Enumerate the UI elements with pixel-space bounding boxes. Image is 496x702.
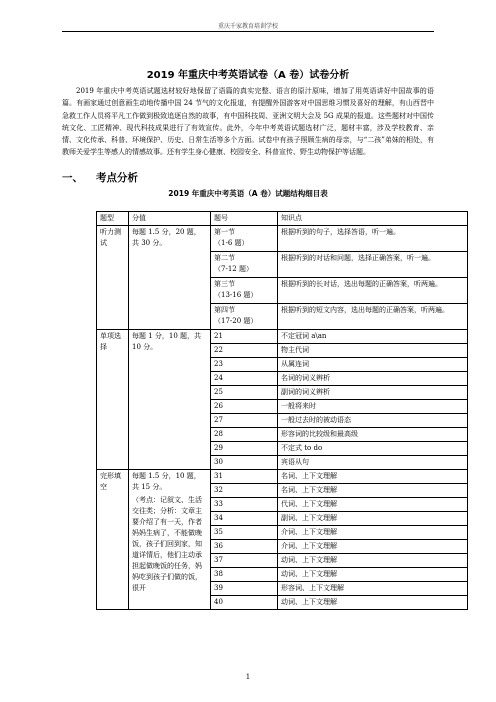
question-number: 30 — [211, 456, 278, 470]
question-number: 33 — [211, 498, 278, 512]
question-number: 36 — [211, 540, 278, 554]
section-range: （17-20 题） — [214, 317, 258, 325]
header-points: 知识点 — [278, 212, 468, 226]
knowledge-point: 物主代词 — [278, 344, 468, 358]
question-number: 24 — [211, 372, 278, 386]
question-number: 22 — [211, 344, 278, 358]
section-heading — [62, 170, 138, 185]
section-range: （13-16 题） — [214, 291, 258, 299]
knowledge-point: 动词、上下文理解 — [278, 568, 468, 582]
section-no: 第二节 — [214, 254, 235, 262]
knowledge-point: 根据听到的长对话，选出每题的正确答案，听两遍。 — [278, 278, 468, 304]
table-row — [97, 330, 468, 344]
knowledge-point: 根据听到的短文内容，选出每题的正确答案，听两遍。 — [278, 304, 468, 330]
listening-section — [211, 252, 278, 278]
cloze-analysis-note: （考点：记叙文、生活交往类；分析：文章主要介绍了有一天，作者妈妈生病了，不能做晚饭，孩子们回到家，知道详情后，他们主动承担起做晚饭的任务，妈妈吃到孩子们做的饭，很开 — [132, 496, 202, 592]
cloze-score — [129, 470, 211, 610]
knowledge-point: 动词、上下文理解 — [278, 554, 468, 568]
knowledge-point: 从属连词 — [278, 358, 468, 372]
header-items: 题号 — [211, 212, 278, 226]
listening-section — [211, 226, 278, 252]
knowledge-point: 不定冠词 a\an — [278, 330, 468, 344]
choice-type: 单项选择 — [97, 330, 129, 470]
structure-table — [96, 211, 468, 610]
cloze-score-text: 每题 1.5 分，10 题，共 15 分。 — [132, 472, 201, 491]
question-number: 31 — [211, 470, 278, 484]
knowledge-point: 介词、上下文理解 — [278, 540, 468, 554]
knowledge-point: 代词、上下文理解 — [278, 498, 468, 512]
question-number: 29 — [211, 442, 278, 456]
header-rule — [62, 31, 434, 32]
header-score: 分值 — [129, 212, 211, 226]
question-number: 26 — [211, 400, 278, 414]
knowledge-point: 介词、上下文理解 — [278, 526, 468, 540]
knowledge-point: 动词、上下文理解 — [278, 596, 468, 610]
table-row — [97, 226, 468, 252]
knowledge-point: 副词、上下文理解 — [278, 512, 468, 526]
listening-section — [211, 304, 278, 330]
question-number: 21 — [211, 330, 278, 344]
knowledge-point: 一般过去时的被动语态 — [278, 414, 468, 428]
intro-text: 2019 年重庆中考英语试题选材较好地保留了语篇的真实完整、语言的原汁原味，增加了用英语讲好中国故事的语篇。有画家通过创意画生动地传播中国 24 节气的文化报道，有提醒外国游客对中国思维习惯及喜好的理解，有山西晋中急救工作人员将平凡工作做到极致追逐自然的故事，有中国科技周、亚洲文明大会及 5G 成果的报道。这些题材对中国传统文化、工匠精神、现代科技成果进行了有效宣传。此外，今年中考英语试题选材广泛，题材丰富，涉及学校教育、亲情、文化传承、科普、环境保护、历史、日常生活等多个方面。试卷中有孩子照顾生病的母亲，与“二孩”弟妹的相处，有教师关爱学生等感人的情感故事。还有学生身心健康、校园安全、科普宣传、野生动物保护等话题。 — [62, 87, 434, 157]
question-number: 34 — [211, 512, 278, 526]
table-row — [97, 470, 468, 484]
question-number: 32 — [211, 484, 278, 498]
question-number: 27 — [211, 414, 278, 428]
listening-type: 听力测试 — [97, 226, 129, 330]
section-no: 第一节 — [214, 228, 235, 236]
question-number: 28 — [211, 428, 278, 442]
question-number: 25 — [211, 386, 278, 400]
section-range: （7-12 题） — [214, 265, 253, 273]
question-number: 38 — [211, 568, 278, 582]
section-no: 第三节 — [214, 280, 235, 288]
header-type: 题型 — [97, 212, 129, 226]
knowledge-point: 根据听到的句子，选择答语，听一遍。 — [278, 226, 468, 252]
knowledge-point: 一般将来时 — [278, 400, 468, 414]
question-number: 23 — [211, 358, 278, 372]
knowledge-point: 不定式 to do — [278, 442, 468, 456]
knowledge-point: 形容词的比较级和最高级 — [278, 428, 468, 442]
knowledge-point: 名词的词义辨析 — [278, 372, 468, 386]
section-number: 一、 — [62, 172, 83, 184]
question-number: 35 — [211, 526, 278, 540]
page-number: 1 — [245, 673, 251, 681]
document-title: 2019 年重庆中考英语试卷（A 卷）试卷分析 — [146, 70, 350, 81]
knowledge-point: 宾语从句 — [278, 456, 468, 470]
table-header-row — [97, 212, 468, 226]
knowledge-point: 根据听到的对话和问题，选择正确答案，听一遍。 — [278, 252, 468, 278]
knowledge-point: 名词、上下文理解 — [278, 484, 468, 498]
intro-paragraph — [62, 85, 434, 159]
cloze-type: 完形填空 — [97, 470, 129, 610]
knowledge-point: 形容词、上下文理解 — [278, 582, 468, 596]
listening-score: 每题 1.5 分，20 题，共 30 分。 — [129, 226, 211, 330]
choice-score: 每题 1 分，10 题，共 10 分。 — [129, 330, 211, 470]
page-header: 重庆千家教育培训学校 — [217, 23, 278, 30]
section-range: （1-6 题） — [214, 239, 249, 247]
table-title: 2019 年重庆中考英语（A 卷）试题结构细目表 — [168, 189, 328, 198]
question-number: 40 — [211, 596, 278, 610]
knowledge-point: 名词、上下文理解 — [278, 470, 468, 484]
section-no: 第四节 — [214, 306, 235, 314]
question-number: 39 — [211, 582, 278, 596]
question-number: 37 — [211, 554, 278, 568]
section-title: 考点分析 — [96, 172, 138, 184]
listening-section — [211, 278, 278, 304]
knowledge-point: 副词的词义辨析 — [278, 386, 468, 400]
